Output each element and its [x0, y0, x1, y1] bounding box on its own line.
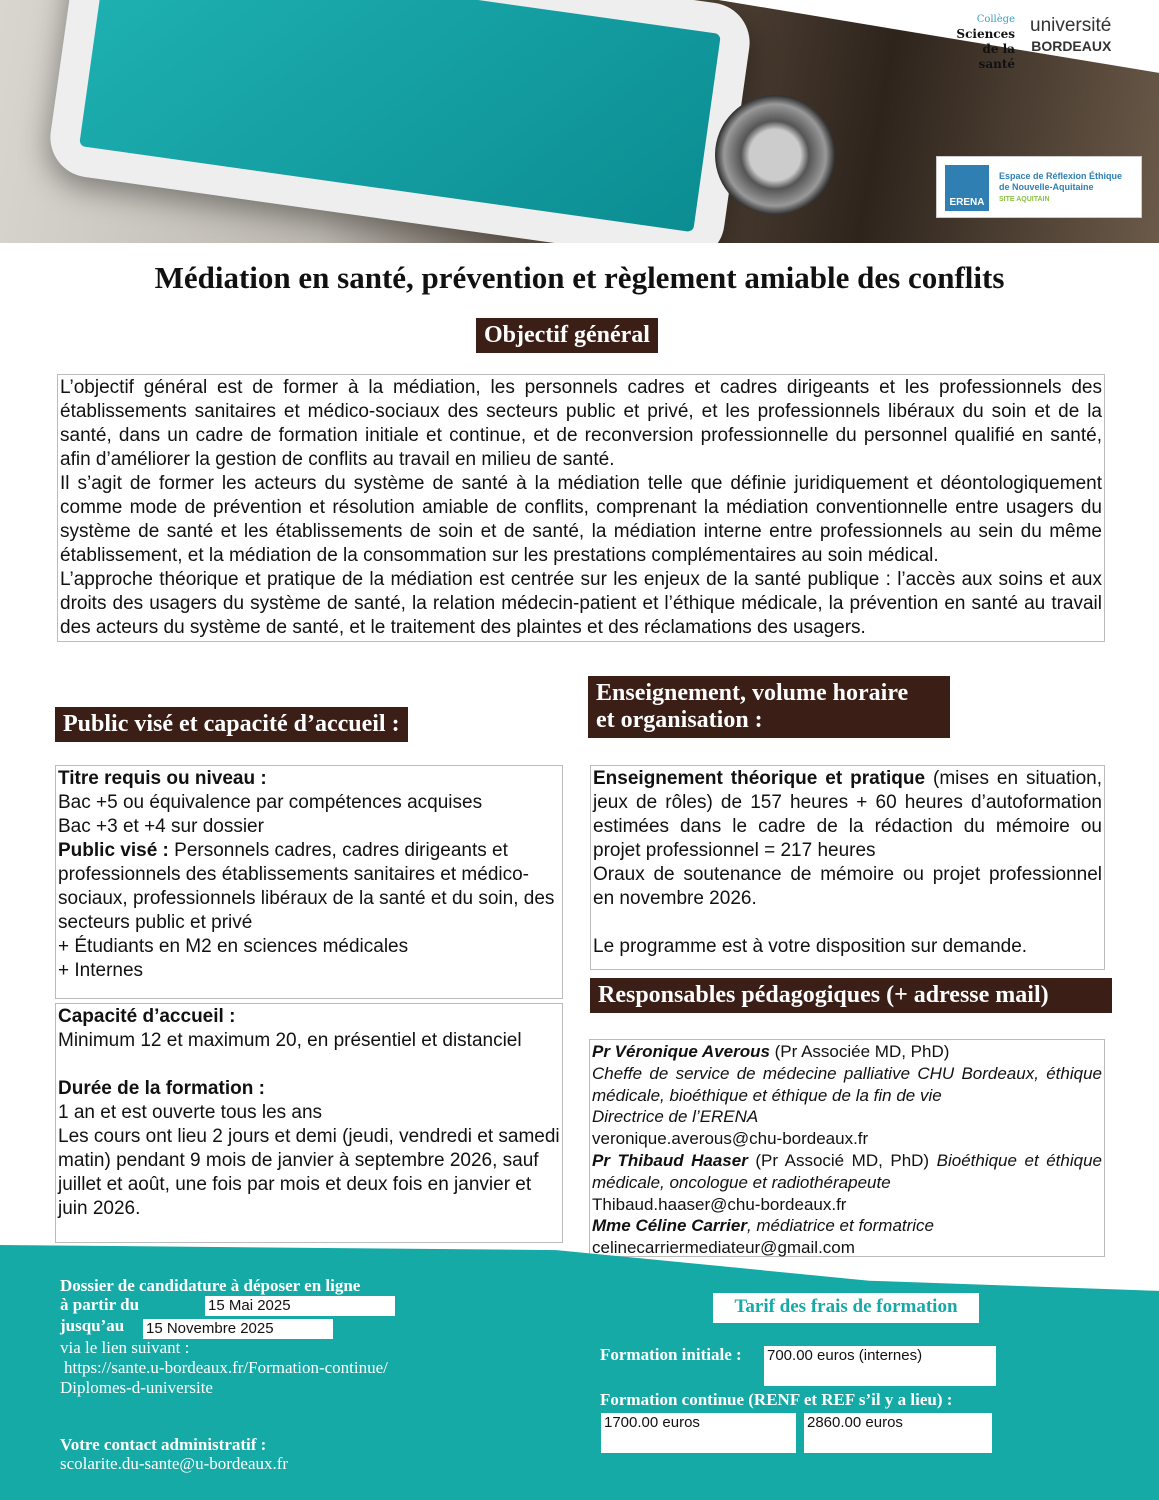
page-title: Médiation en santé, prévention et règlement amiable des conflits — [154, 260, 1005, 295]
university-logo: université BORDEAUX — [1030, 15, 1112, 54]
email-link[interactable]: celinecarriermediateur@gmail.com — [592, 1238, 855, 1258]
header-banner — [0, 0, 1159, 243]
from-date: 15 Mai 2025 — [205, 1296, 395, 1316]
responsables-heading: Responsables pédagogiques (+ adresse mail) — [590, 978, 1112, 1013]
public-box: Titre requis ou niveau : Bac +5 ou équivalence par compétences acquises Bac +3 et +4 sur dossier Public visé : Personnels cadres, cadres dirigeants et professionnels des établissements sanitaires et médico-sociaux, professionnels libéraux de la santé et du soin, des secteurs public et privé + Étudiants en M2 en sciences médicales + Internes — [55, 765, 563, 999]
contact-email[interactable]: scolarite.du-sante@u-bordeaux.fr — [60, 1454, 289, 1473]
objectif-box: L’objectif général est de former à la médiation, les personnels cadres et cadres dirigeants et les professionnels des établissements sanitaires et médico-sociaux des secteurs public et privé, et les professionnels libéraux du soin et de la santé, dans un cadre de formation initiale et continue, et de reconversion professionnelle du personnel qualifié en santé, afin d’améliorer la gestion de conflits au travail en milieu de santé. Il s’agit de former les acteurs du système de santé à la médiation telle que définie juridiquement et déontologiquement comme mode de prévention et résolution amiable de conflits, comprenant la médiation conventionnelle entre usagers du système de santé et les établissements de soin et de santé, la médiation interne entre professionnels au sein du même établissement, et la médiation de la consommation sur les prestations complémentaires au soin médical. L’approche théorique et pratique de la médiation est centrée sur les enjeux de la santé publique : l’accès aux soins et aux droits des usagers du système de santé, la relation médecin-patient et l’éthique médicale, la prévention en santé au travail des acteurs du système de santé, et le traitement des plaintes et des réclamations des usagers. — [57, 374, 1105, 642]
initiale-fee: 700.00 euros (internes) — [764, 1346, 996, 1386]
erena-logo: ERENA Espace de Réflexion Éthique de Nouvelle-Aquitaine SITE AQUITAIN — [936, 156, 1142, 218]
email-link[interactable]: veronique.averous@chu-bordeaux.fr — [592, 1129, 869, 1149]
application-link[interactable]: https://sante.u-bordeaux.fr/Formation-continue/ — [64, 1358, 388, 1377]
responsables-box: Pr Véronique Averous (Pr Associée MD, PhD) Cheffe de service de médecine palliative CHU Bordeaux, éthique médicale, bioéthique et éthique de la fin de vie Directrice de l’ERENA veronique.averous@chu-bordeaux.fr Pr Thibaud Haaser (Pr Associé MD, PhD) Bioéthique et éthique médicale, oncologue et radiothérapeute Thibaud.haaser@chu-bordeaux.fr Mme Céline Carrier, médiatrice et formatrice celinecarriermediateur@gmail.com — [589, 1039, 1105, 1257]
continue-fee-1: 1700.00 euros — [601, 1413, 796, 1453]
public-heading: Public visé et capacité d’accueil : — [55, 707, 408, 742]
email-link[interactable]: Thibaud.haaser@chu-bordeaux.fr — [592, 1194, 847, 1214]
tarif-heading: Tarif des frais de formation — [713, 1293, 979, 1323]
objectif-heading: Objectif général — [476, 318, 658, 353]
enseignement-heading: Enseignement, volume horaire et organisation : — [588, 676, 950, 738]
to-date: 15 Novembre 2025 — [143, 1319, 333, 1339]
college-logo: Collège Sciences de la santé — [956, 14, 1015, 71]
application-link-cont[interactable]: Diplomes-d-universite — [60, 1378, 213, 1397]
enseignement-box: Enseignement théorique et pratique (mises en situation, jeux de rôles) de 157 heures + 60 heures d’autoformation estimées dans le cadre de la rédaction du mémoire ou projet professionnel = 217 heures Oraux de soutenance de mémoire ou projet professionnel en novembre 2026. Le programme est à votre disposition sur demande. — [590, 765, 1105, 970]
stethoscope-image — [715, 95, 835, 215]
capacite-box: Capacité d’accueil : Minimum 12 et maximum 20, en présentiel et distanciel Durée de la formation : 1 an et est ouverte tous les ans Les cours ont lieu 2 jours et demi (jeudi, vendredi et samedi matin) pendant 9 mois de janvier à septembre 2026, sauf juillet et août, une fois par mois et deux fois en janvier et juin 2026. — [55, 1003, 563, 1243]
continue-fee-2: 2860.00 euros — [804, 1413, 992, 1453]
